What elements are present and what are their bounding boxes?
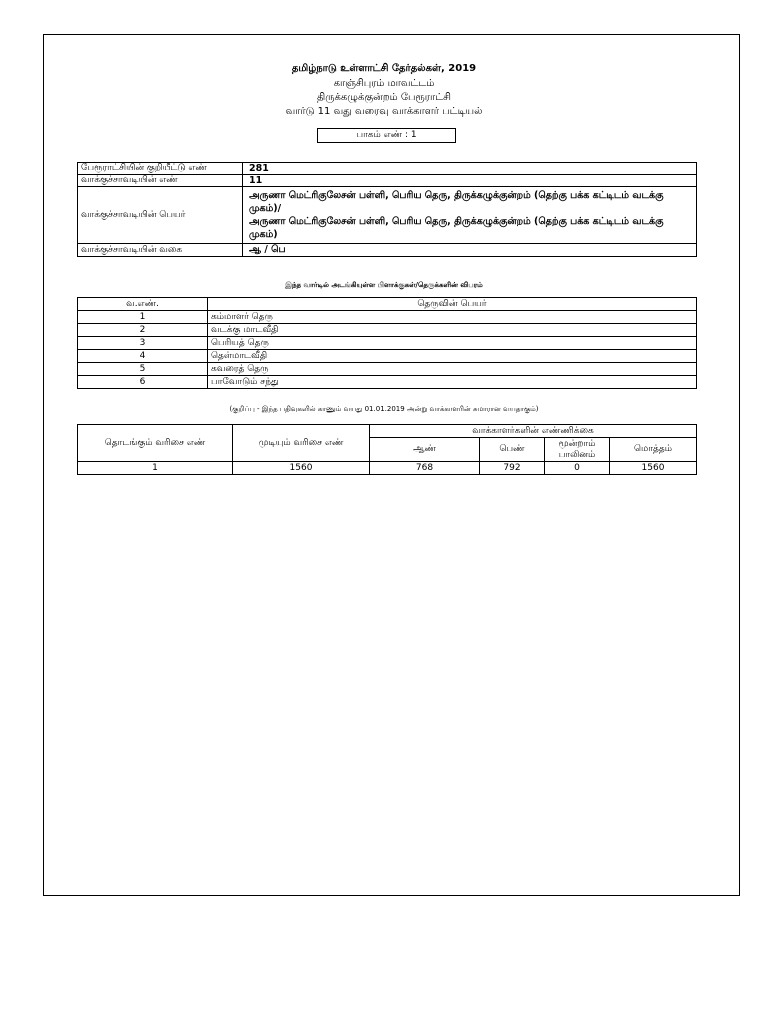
table-row [78,350,697,363]
street-serial: 5 [78,363,208,376]
column-header-male: ஆண் [370,438,480,462]
booth-name-value-2: அருணா மெட்ரிகுலேசன் பள்ளி, பெரிய தெரு, திருக்கழுக்குன்றம் (தெற்கு பக்க கட்டிடம் வடக்கு முகம்) [249,216,664,240]
column-header-total: மொத்தம் [610,438,697,462]
column-header-third-gender: மூன்றாம் பாலினம் [545,438,610,462]
third-gender-count-value: 0 [545,462,610,475]
booth-name-value-1: அருணா மெட்ரிகுலேசன் பள்ளி, பெரிய தெரு, திருக்கழுக்குன்றம் (தெற்கு பக்க கட்டிடம் வடக்கு முகம்)/ [249,190,664,214]
table-row [78,462,697,475]
booth-name-cell [243,187,697,244]
part-number-box: பாகம் எண் : 1 [317,128,456,143]
column-header-female: பெண் [480,438,545,462]
table-row [78,187,697,244]
voter-count-table [77,424,697,475]
code-label: பேரூராட்சியின் குறியீட்டு எண் [78,163,243,175]
column-header-serial: வ.எண். [78,298,208,311]
end-serial-value: 1560 [233,462,370,475]
district-name: காஞ்சிபுரம் மாவட்டம் [333,78,435,89]
booth-info-table [77,162,697,257]
table-row [78,175,697,187]
street-serial: 3 [78,337,208,350]
streets-table [77,297,697,389]
street-name: தெள்மாடவீதி [208,350,697,363]
table-header-row [78,425,697,438]
table-row [78,376,697,389]
column-header-start: தொடங்கும் வரிசை எண் [78,425,233,462]
booth-number-label: வாக்குச்சாவடியின் எண் [78,175,243,187]
town-panchayat-name: திருக்கழுக்குன்றம் பேரூராட்சி [317,92,451,103]
table-row [78,163,697,175]
street-serial: 6 [78,376,208,389]
booth-type-label: வாக்குச்சாவடியின் வகை [78,244,243,257]
column-header-street-name: தெருவின் பெயர் [208,298,697,311]
age-note: (குறிப்பு - இந்த பதிவுகளில் காணும் வயது 01.01.2019 அன்று வாக்காளரின் சுமாரான வயதாகும்) [229,405,539,413]
table-row [78,324,697,337]
table-header-row [78,298,697,311]
male-count-value: 768 [370,462,480,475]
ward-list-title: வார்டு 11 வது வரைவு வாக்காளர் பட்டியல் [285,106,483,117]
street-serial: 2 [78,324,208,337]
street-name: பெரியத் தெரு [208,337,697,350]
document-title: தமிழ்நாடு உள்ளாட்சி தேர்தல்கள், 2019 [291,63,477,74]
table-row [78,311,697,324]
table-row [78,363,697,376]
code-value: 281 [243,163,697,175]
column-header-end: முடியும் வரிசை எண் [233,425,370,462]
street-serial: 1 [78,311,208,324]
column-header-voter-count: வாக்காளர்களின் எண்ணிக்கை [370,425,697,438]
start-serial-value: 1 [78,462,233,475]
street-name: கம்மாளர் தெரு [208,311,697,324]
table-row [78,244,697,257]
total-count-value: 1560 [610,462,697,475]
street-name: வடக்கு மாடவீதி [208,324,697,337]
street-name: கவரைத் தெரு [208,363,697,376]
street-name: பாவோடும் சந்து [208,376,697,389]
booth-type-value: ஆ / பெ [243,244,697,257]
female-count-value: 792 [480,462,545,475]
booth-number-value: 11 [243,175,697,187]
booth-name-label: வாக்குச்சாவடியின் பெயர் [78,187,243,244]
table-row [78,337,697,350]
street-serial: 4 [78,350,208,363]
streets-section-title: இந்த வார்டில் அடங்கியுள்ள பிளாக்குகள்/தெருக்களின் விபரம் [285,281,483,289]
